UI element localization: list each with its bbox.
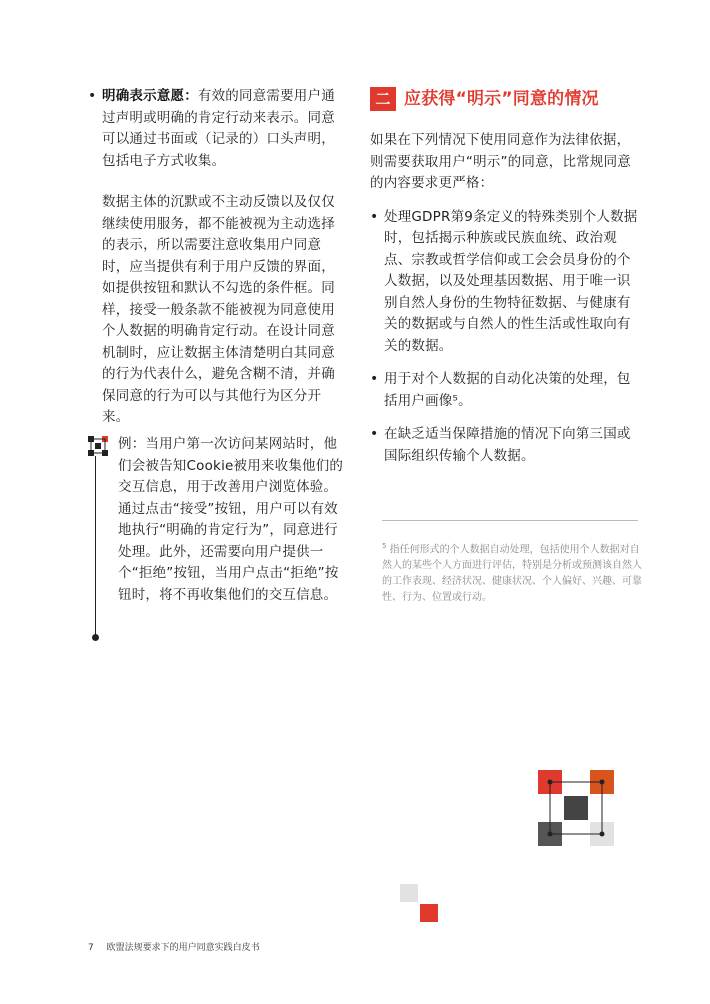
bullet-dot: • [370,371,379,387]
footnote-mark: 5 [382,542,387,550]
bullet-text: 用于对个人数据的自动化决策的处理，包括用户画像⁵。 [384,371,631,409]
bullet-explicit-intent [88,86,346,172]
example-line-dot [92,634,99,641]
bullet-dot: • [370,426,379,442]
section-heading [370,86,638,116]
decorative-squares-graphic [538,770,618,850]
document-title: 欧盟法规要求下的用户同意实践白皮书 [106,943,260,953]
bullet-lead: 明确表示意愿： [102,88,198,104]
left-paragraph: 数据主体的沉默或不主动反馈以及仅仅继续使用服务，都不能被视为主动选择的表示，所以需要注意收集用户同意时，应当提供有利于用户反馈的界面，如提供按钮和默认不勾选的条件框。同样，接受一般条款不能被视为同意使用个人数据的明确肯定行动。在设计同意机制时，应让数据主体清楚明白其同意的行为代表什么，避免含糊不清，并确保同意的行为可以与其他行为区分开来。 [102,194,335,425]
right-column [370,86,638,479]
bullet-text: 处理GDPR第9条定义的特殊类别个人数据时，包括揭示种族或民族血统、政治观点、宗教或哲学信仰或工会会员身份的个人数据，以及处理基因数据、用于唯一识别自然人身份的生物特征数据、与健康有关的数据或与自然人的性生活或性取向有关的数据。 [384,208,638,354]
list-item [370,424,638,467]
section-number-badge: 二 [370,87,396,111]
bullet-text: 在缺乏适当保障措施的情况下向第三国或国际组织传输个人数据。 [384,426,631,464]
decorative-small-squares [400,884,440,924]
footnote [382,538,644,606]
right-bullet-list [370,207,638,468]
list-item [370,369,638,412]
list-item [370,207,638,358]
right-intro: 如果在下列情况下使用同意作为法律依据，则需要获取用户“明示”的同意，比常规同意的内容要求更严格： [370,132,631,191]
left-column [88,86,346,439]
footnote-text: 指任何形式的个人数据自动处理，包括使用个人数据对自然人的某些个人方面进行评估，特别是分析或预测该自然人的工作表现、经济状况、健康状况、个人偏好、兴趣、可靠性、行为、位置或行动。 [382,544,642,604]
bullet-dot: • [370,208,379,225]
page-number: 7 [88,943,94,953]
section-title: 应获得“明示”同意的情况 [404,89,599,109]
footnote-divider [382,520,638,521]
page-footer [88,940,260,953]
example-box [88,434,346,606]
example-text: 例：当用户第一次访问某网站时，他们会被告知Cookie被用来收集他们的交互信息，用于改善用户浏览体验。通过点击“接受”按钮，用户可以有效地执行“明确的肯定行为”，同意进行处理。此外，还需要向用户提供一个“拒绝”按钮，当用户点击“拒绝”按钮时，将不再收集他们的交互信息。 [118,436,344,603]
bullet-text: 有效的同意需要用户通过声明或明确的肯定行动来表示。同意可以通过书面或（记录的）口头声明，包括电子方式收集。 [102,88,335,169]
bullet-dot: • [88,88,97,104]
